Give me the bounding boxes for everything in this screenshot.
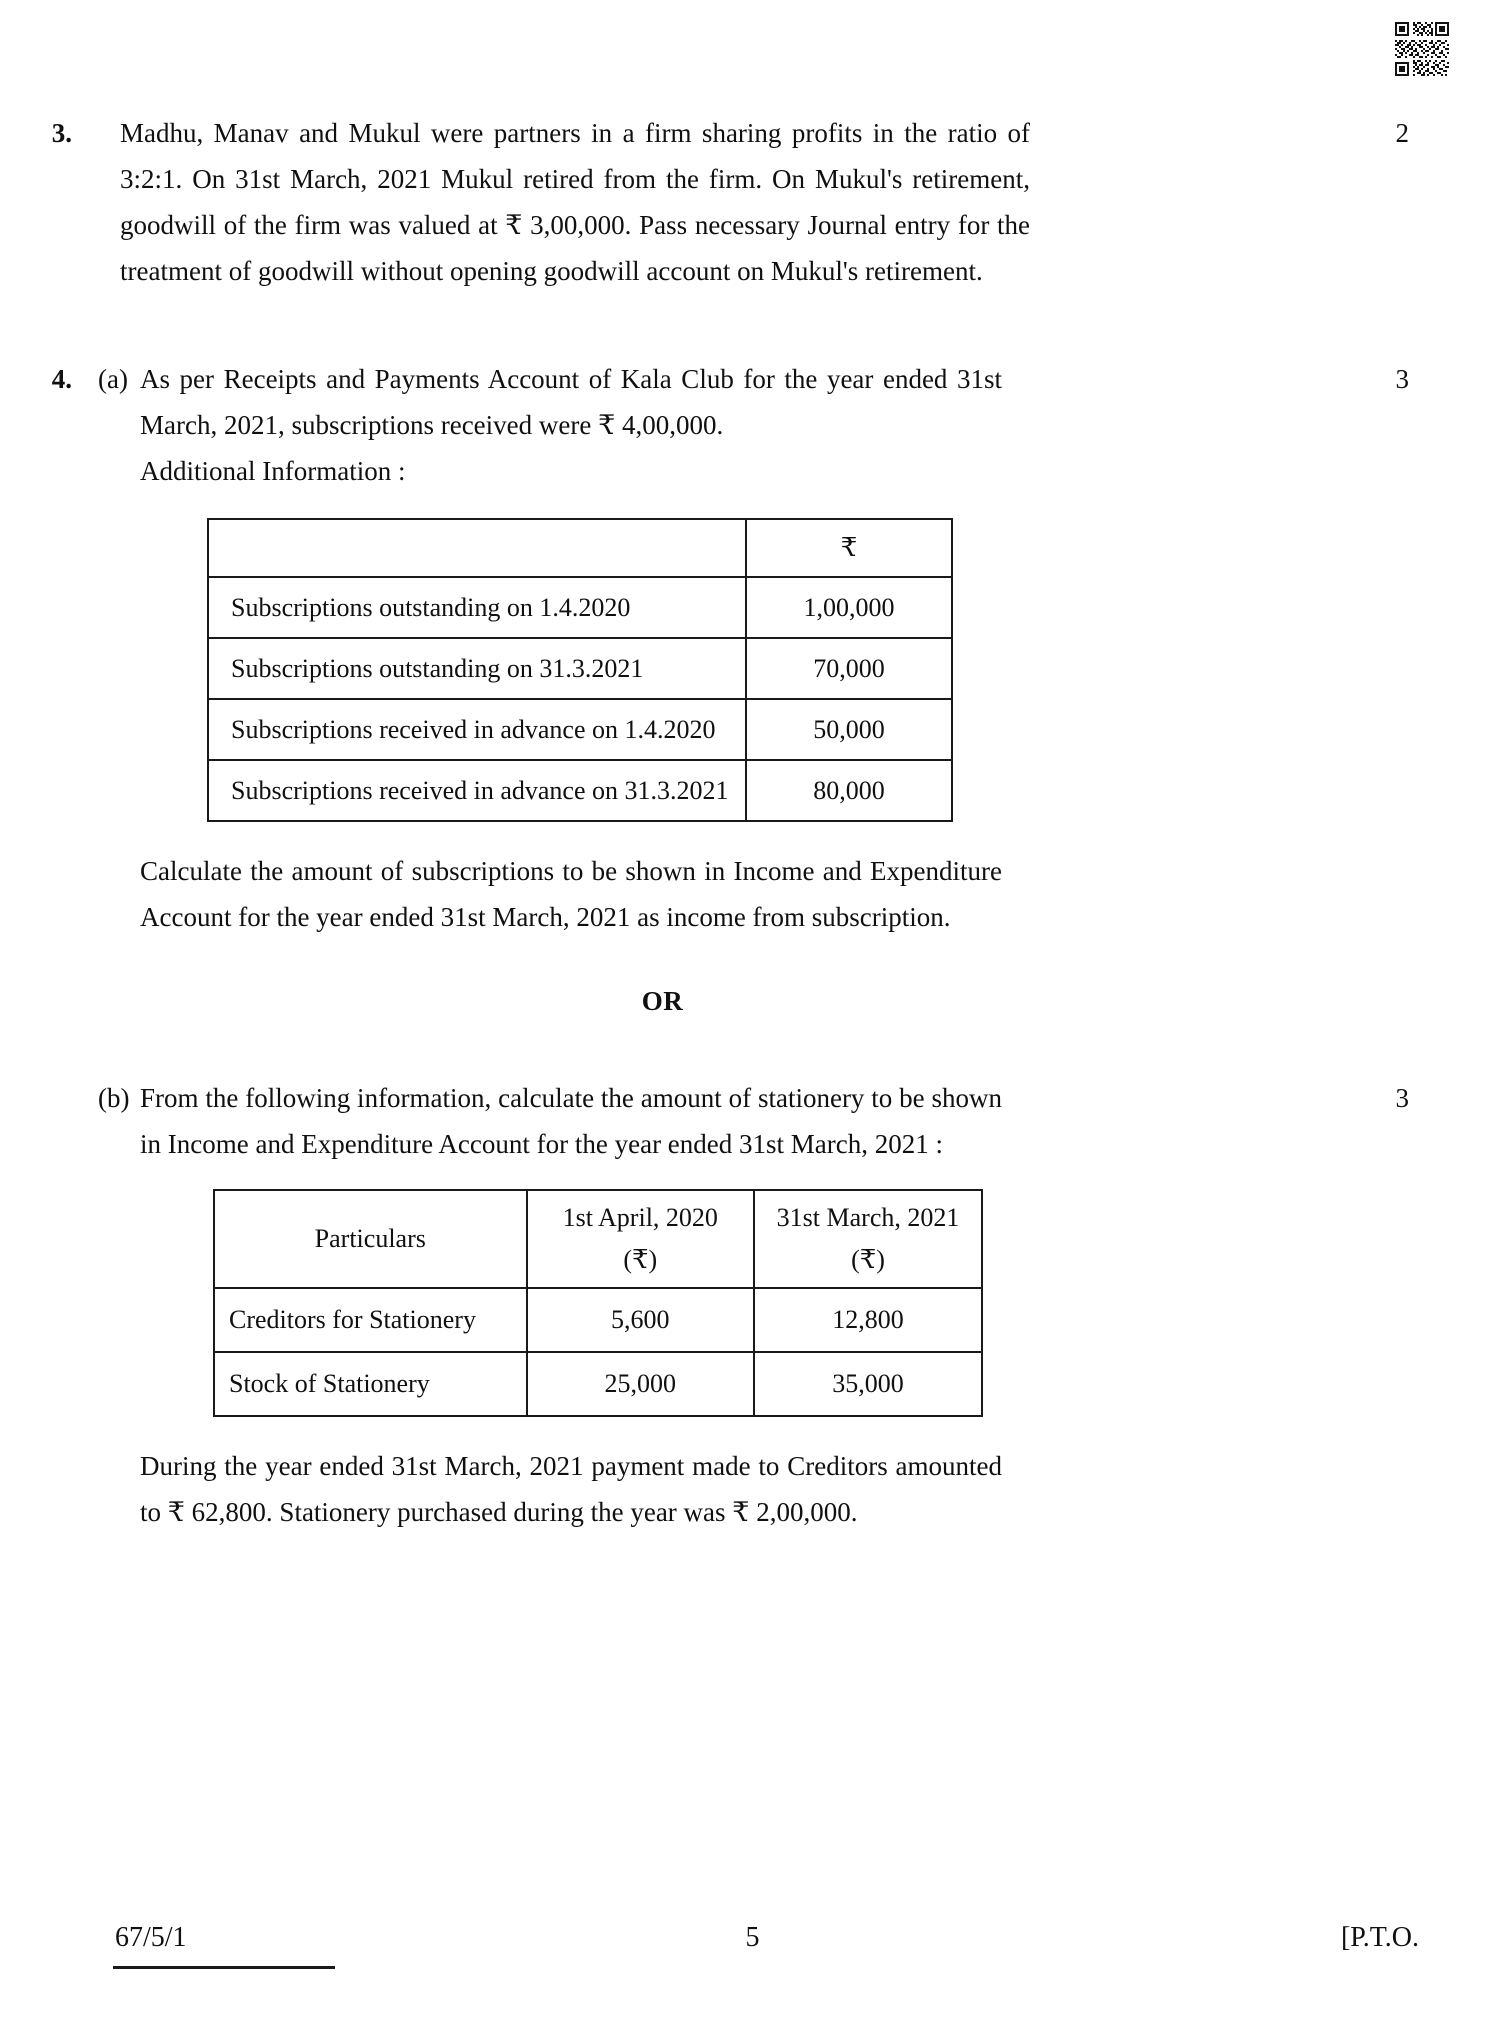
question-3-marks: 2 <box>1395 118 1409 148</box>
question-4a-marks: 3 <box>1395 364 1409 394</box>
stationery-header-particulars: Particulars <box>214 1190 527 1288</box>
table-header-row <box>214 1190 982 1288</box>
table-row <box>214 1352 982 1416</box>
table-row <box>214 1288 982 1352</box>
subscriptions-row-3-label: Subscriptions received in advance on 31.3.2021 <box>208 760 746 821</box>
stationery-row-1-label: Stock of Stationery <box>214 1352 527 1416</box>
table-row <box>208 699 952 760</box>
question-3-number: 3. <box>51 118 72 148</box>
question-4a-closing-text: Calculate the amount of subscriptions to be shown in Income and Expenditure Account for the year ended 31st March, 2021 as income from subscription. <box>140 856 1002 932</box>
table-row <box>208 577 952 638</box>
question-3 <box>0 110 1505 294</box>
stationery-header-col2-line1: 31st March, 2021 <box>776 1203 960 1232</box>
stationery-header-col2 <box>754 1190 982 1288</box>
question-4a-label: (a) <box>98 364 128 394</box>
stationery-row-1-col1: 25,000 <box>527 1352 754 1416</box>
subscriptions-row-1-amount: 70,000 <box>746 638 952 699</box>
question-4a-closing <box>0 848 1505 940</box>
question-4a <box>0 356 1505 494</box>
question-4b-text: From the following information, calculate the amount of stationery to be shown in Income and Expenditure Account for the year ended 31st March, 2021 : <box>140 1083 1002 1159</box>
footer-rule <box>113 1966 335 1969</box>
subscriptions-row-1-label: Subscriptions outstanding on 31.3.2021 <box>208 638 746 699</box>
page-footer <box>0 1922 1505 1982</box>
subscriptions-row-2-label: Subscriptions received in advance on 1.4.2020 <box>208 699 746 760</box>
stationery-row-0-col2: 12,800 <box>754 1288 982 1352</box>
stationery-table <box>213 1189 983 1417</box>
stationery-header-col1-line2: (₹) <box>623 1245 658 1274</box>
subscriptions-header-blank <box>208 519 746 577</box>
question-4b <box>0 1075 1505 1167</box>
subscriptions-header-amount: ₹ <box>746 519 952 577</box>
stationery-row-0-label: Creditors for Stationery <box>214 1288 527 1352</box>
table-row <box>208 638 952 699</box>
subscriptions-row-3-amount: 80,000 <box>746 760 952 821</box>
stationery-row-0-col1: 5,600 <box>527 1288 754 1352</box>
question-4a-subheading: Additional Information : <box>140 456 406 486</box>
question-4b-closing-text: During the year ended 31st March, 2021 payment made to Creditors amounted to ₹ 62,800. Stationery purchased during the year was ₹ 2,00,000. <box>140 1451 1002 1527</box>
subscriptions-table <box>207 518 953 822</box>
stationery-header-col1 <box>527 1190 754 1288</box>
question-4b-marks: 3 <box>1395 1083 1409 1113</box>
page-number: 5 <box>745 1922 760 1953</box>
question-3-text: Madhu, Manav and Mukul were partners in a firm sharing profits in the ratio of 3:2:1. On 31st March, 2021 Mukul retired from the firm. On Mukul's retirement, goodwill of the firm was valued at ₹ 3,00,000. Pass necessary Journal entry for the treatment of goodwill without opening goodwill account on Mukul's retirement. <box>120 118 1030 286</box>
table-header-row <box>208 519 952 577</box>
subscriptions-row-0-amount: 1,00,000 <box>746 577 952 638</box>
pto-label: [P.T.O. <box>1340 1922 1419 1953</box>
stationery-header-col2-line2: (₹) <box>851 1245 885 1274</box>
question-4b-closing <box>0 1443 1505 1535</box>
question-4a-text: As per Receipts and Payments Account of Kala Club for the year ended 31st March, 2021, subscriptions received were ₹ 4,00,000. <box>140 364 1002 440</box>
paper-code: 67/5/1 <box>115 1922 187 1953</box>
question-4-number: 4. <box>51 364 72 394</box>
or-divider: OR <box>641 986 684 1016</box>
stationery-row-1-col2: 35,000 <box>754 1352 982 1416</box>
stationery-header-col1-line1: 1st April, 2020 <box>562 1203 718 1232</box>
subscriptions-row-0-label: Subscriptions outstanding on 1.4.2020 <box>208 577 746 638</box>
question-4b-label: (b) <box>98 1083 130 1113</box>
table-row <box>208 760 952 821</box>
subscriptions-row-2-amount: 50,000 <box>746 699 952 760</box>
